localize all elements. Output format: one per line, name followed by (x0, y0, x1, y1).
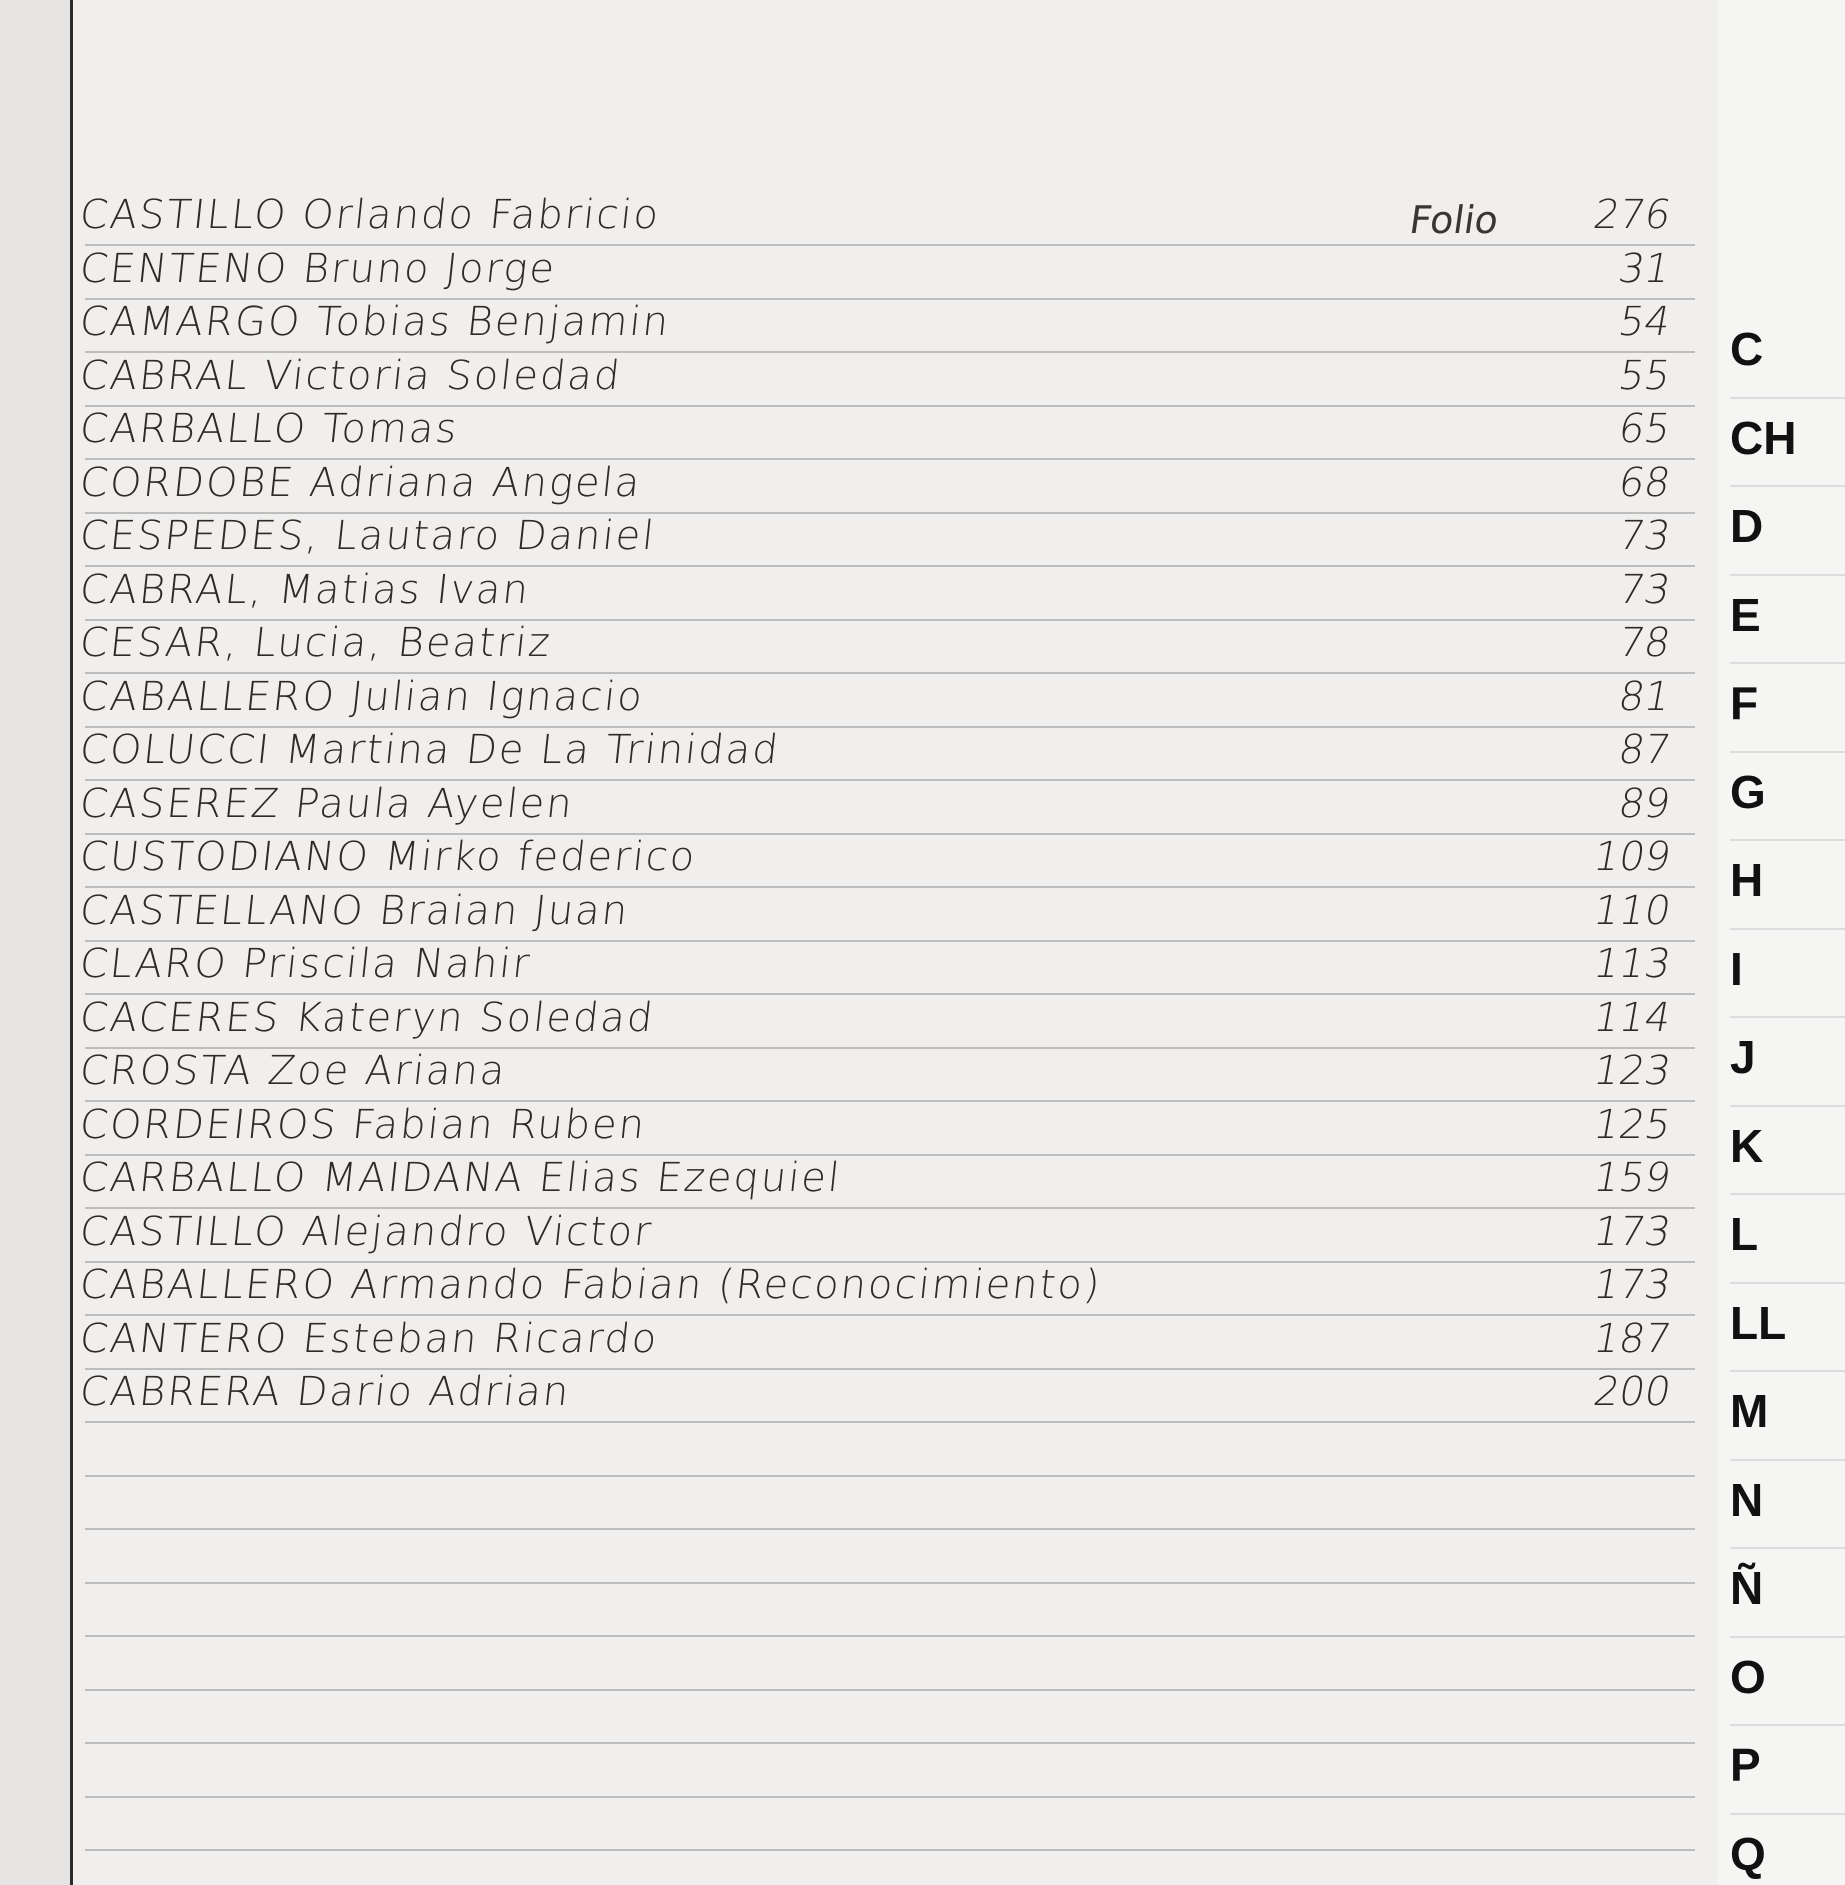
entry-folio: 125 (1589, 1102, 1675, 1148)
alphabet-tab-p[interactable]: P (1730, 1739, 1761, 1791)
entry-name: CESAR, Lucia, Beatriz (77, 620, 554, 666)
entry-name: CORDEIROS Fabian Ruben (77, 1102, 649, 1148)
tab-divider (1730, 662, 1845, 664)
alphabet-tab-m[interactable]: M (1730, 1385, 1769, 1437)
entry-folio: 109 (1589, 834, 1675, 880)
tab-divider (1730, 1105, 1845, 1107)
ruled-line (85, 1475, 1695, 1477)
ruled-line (85, 1689, 1695, 1691)
entry-folio: 123 (1589, 1048, 1675, 1094)
register-entry (77, 939, 1700, 993)
alphabet-tab-j[interactable]: J (1730, 1031, 1756, 1083)
page-left-margin (0, 0, 70, 1885)
entry-folio: 110 (1589, 888, 1675, 934)
entry-name: CUSTODIANO Mirko federico (77, 834, 699, 880)
register-entry (77, 1314, 1700, 1368)
tab-divider (1730, 1547, 1845, 1549)
register-entry (77, 190, 1700, 244)
alphabet-tab-i[interactable]: I (1730, 943, 1743, 995)
entry-folio: 173 (1589, 1209, 1675, 1255)
entry-name: CORDOBE Adriana Angela (77, 460, 644, 506)
tab-divider (1730, 1813, 1845, 1815)
entry-folio: 187 (1589, 1316, 1675, 1362)
entry-folio: 73 (1615, 567, 1675, 613)
entry-name: CABALLERO Julian Ignacio (77, 674, 647, 720)
register-entry (77, 404, 1700, 458)
entry-name: CABRERA Dario Adrian (77, 1369, 573, 1415)
entry-name: CACERES Kateryn Soledad (77, 995, 657, 1041)
entry-name: CABRAL Victoria Soledad (77, 353, 624, 399)
entry-folio: 159 (1589, 1155, 1675, 1201)
tab-divider (1730, 1370, 1845, 1372)
entry-name: CENTENO Bruno Jorge (77, 246, 559, 292)
tab-divider (1730, 1016, 1845, 1018)
entry-folio: 114 (1589, 995, 1675, 1041)
entry-folio: 68 (1615, 460, 1675, 506)
alphabet-tab-f[interactable]: F (1730, 677, 1759, 729)
ruled-line (85, 1849, 1695, 1851)
tab-divider (1730, 574, 1845, 576)
entry-name: COLUCCI Martina De La Trinidad (77, 727, 783, 773)
register-entry (77, 1153, 1700, 1207)
alphabet-tab-h[interactable]: H (1730, 854, 1764, 906)
register-entry (77, 1367, 1700, 1421)
tab-divider (1730, 839, 1845, 841)
ruled-line (85, 1582, 1695, 1584)
tab-divider (1730, 1724, 1845, 1726)
register-entry (77, 1100, 1700, 1154)
entry-folio: 65 (1615, 406, 1675, 452)
register-entry (77, 886, 1700, 940)
entry-folio: 87 (1615, 727, 1675, 773)
register-entry (77, 565, 1700, 619)
entry-folio: 89 (1615, 781, 1675, 827)
register-entry (77, 511, 1700, 565)
entry-name: CASTELLANO Braian Juan (77, 888, 632, 934)
register-entry (77, 672, 1700, 726)
folio-column-header: Folio (1406, 198, 1502, 242)
entry-folio: 73 (1615, 513, 1675, 559)
alphabet-tab-n[interactable]: N (1730, 1474, 1764, 1526)
alphabet-tab-ch[interactable]: CH (1730, 412, 1797, 464)
tab-divider (1730, 1193, 1845, 1195)
entry-folio: 200 (1589, 1369, 1675, 1415)
register-entry (77, 297, 1700, 351)
alphabet-tab-o[interactable]: O (1730, 1651, 1766, 1703)
alphabet-tab-g[interactable]: G (1730, 766, 1766, 818)
register-entry (77, 779, 1700, 833)
alphabet-tab-d[interactable]: D (1730, 500, 1764, 552)
register-entry (77, 832, 1700, 886)
tab-divider (1730, 928, 1845, 930)
alphabet-tab-ll[interactable]: LL (1730, 1297, 1787, 1349)
entry-name: CARBALLO MAIDANA Elias Ezequiel (77, 1155, 844, 1201)
alphabet-tab-q[interactable]: Q (1730, 1828, 1766, 1880)
entry-folio: 31 (1615, 246, 1675, 292)
alphabet-tab-e[interactable]: E (1730, 589, 1761, 641)
register-entry (77, 351, 1700, 405)
entry-name: CROSTA Zoe Ariana (77, 1048, 509, 1094)
entry-folio: 78 (1615, 620, 1675, 666)
entry-name: CANTERO Esteban Ricardo (77, 1316, 661, 1362)
ruled-line (85, 1635, 1695, 1637)
entry-name: CABALLERO Armando Fabian (Reconocimiento) (77, 1262, 1104, 1308)
ruled-line (85, 1796, 1695, 1798)
entry-folio: 113 (1589, 941, 1675, 987)
entry-name: CABRAL, Matias Ivan (77, 567, 533, 613)
ruled-line (85, 1528, 1695, 1530)
binding-line (70, 0, 73, 1885)
alphabet-tab-c[interactable]: C (1730, 323, 1764, 375)
register-entry (77, 458, 1700, 512)
tab-divider (1730, 1282, 1845, 1284)
tab-divider (1730, 397, 1845, 399)
ruled-line (85, 1742, 1695, 1744)
entry-folio: 173 (1589, 1262, 1675, 1308)
entry-name: CAMARGO Tobias Benjamin (77, 299, 673, 345)
entry-name: CESPEDES, Lautaro Daniel (77, 513, 658, 559)
tab-divider (1730, 1459, 1845, 1461)
ruled-line (85, 1421, 1695, 1423)
register-entry (77, 725, 1700, 779)
alphabet-tab-l[interactable]: L (1730, 1208, 1759, 1260)
entry-name: CASEREZ Paula Ayelen (77, 781, 577, 827)
register-entry (77, 1207, 1700, 1261)
entry-name: CLARO Priscila Nahir (77, 941, 534, 987)
register-entry (77, 993, 1700, 1047)
entry-folio: 54 (1615, 299, 1675, 345)
entry-name: CASTILLO Orlando Fabricio (77, 192, 663, 238)
entry-folio: 81 (1615, 674, 1675, 720)
alphabet-tab-ñ[interactable]: Ñ (1730, 1562, 1764, 1614)
register-entry (77, 1046, 1700, 1100)
entry-name: CARBALLO Tomas (77, 406, 461, 452)
entry-folio: 55 (1615, 353, 1675, 399)
tab-divider (1730, 485, 1845, 487)
tab-divider (1730, 1636, 1845, 1638)
tab-divider (1730, 751, 1845, 753)
register-entry (77, 1260, 1700, 1314)
entry-name: CASTILLO Alejandro Victor (77, 1209, 656, 1255)
register-entry (77, 244, 1700, 298)
alphabet-tab-k[interactable]: K (1730, 1120, 1764, 1172)
entry-folio: 276 (1589, 192, 1675, 238)
register-entry (77, 618, 1700, 672)
